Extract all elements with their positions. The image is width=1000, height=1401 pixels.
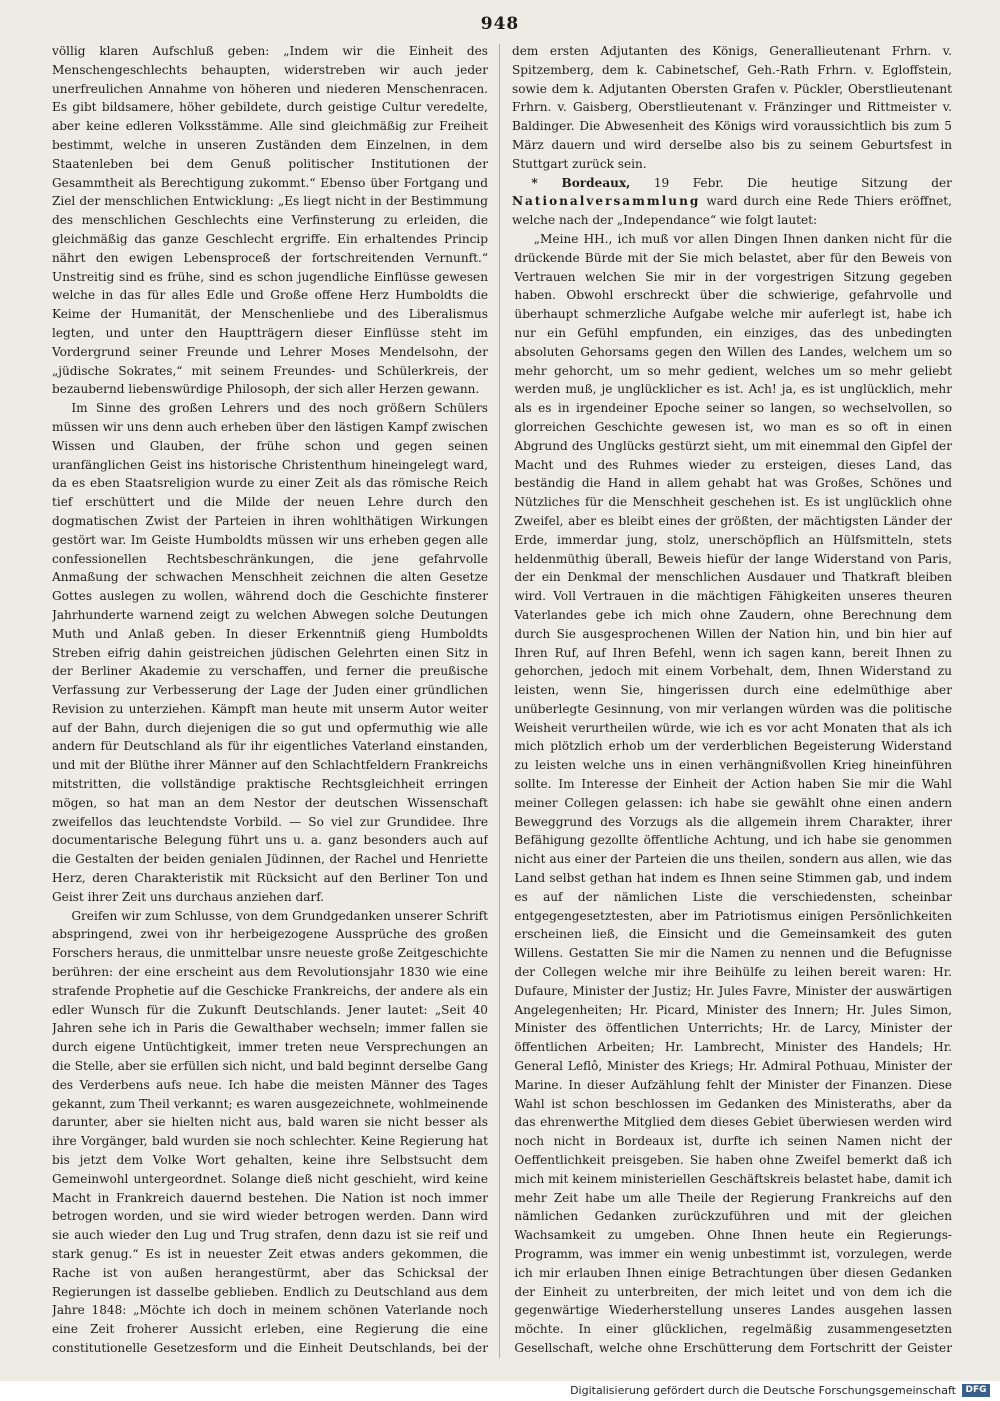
bordeaux-report <box>512 174 952 230</box>
dateline: * Bordeaux, <box>531 175 631 190</box>
digitization-footer <box>0 1381 1000 1401</box>
page-number: 948 <box>480 14 520 34</box>
right-column <box>512 42 952 1360</box>
paragraph: Im Sinne des großen Lehrers und des noch größern Schülers müssen wir uns denn auch erheben über den lästigen Kampf zwischen Wissen und Glauben, der frühe schon und gegen seinen uranfänglichen Geist ins historische Christenthum hineingelegt ward, da es eben Staatsreligion wurde zu einer Zeit als das römische Reich tief erschüttert und die Milde der neuen Lehre durch den dogmatischen Zwist der Parteien in ihren wohlthätigen Wirkungen gestört war. Im Geiste Humboldts müssen wir uns erheben gegen alle confessionellen Rechtsbeschränkungen, die jene gefahrvolle Anmaßung der schwachen Menschheit zeichnen die alten Gesetze Gottes auslegen zu wollen, während doch die Geschichte finsterer Jahrhunderte warnend zeigt zu welchen Abwegen solche Deutungen Muth und Anlaß geben. In dieser Erkenntniß gieng Humboldts Streben eifrig dahin geistreichen jüdischen Gelehrten einen Sitz in der Berliner Akademie zu verschaffen, und ferner die preußische Verfassung zur Verbesserung der Lage der Juden einer gründlichen Revision zu unterziehen. Kämpft man heute mit unserm Autor weiter auf der Bahn, durch diejenigen die so gut und opfermuthig wie alle andern für Deutschland als für ihr eigentliches Vaterland einstanden, und mit der Blüthe ihrer Männer auf den Schlachtfeldern Frankreichs mitstritten, die vollständige praktische Rechtsgleichheit erringen mögen, so hat man an dem Nestor der deutschen Wissenschaft zweifellos das leuchtendste Vorbild. — So viel zur Grundidee. Ihre documentarische Belegung führt uns u. a. ganz besonders auch auf die Gestalten der beiden genialen Jüdinnen, der Rachel und Henriette Herz, deren Charakteristik mit Rücksicht auf den Berliner Ton und Geist ihrer Zeit uns durchaus anziehen darf. <box>52 401 488 904</box>
left-column <box>52 42 488 1360</box>
paragraph: völlig klaren Aufschluß geben: „Indem wir die Einheit des Menschengeschlechts behaupten, widerstreben wir auch jeder unerfreulichen Annahme von höheren und niederen Menschenracen. Es gibt bildsamere, höher gebildete, durch geistige Cultur veredelte, aber keine edleren Volksstämme. Alle sind gleichmäßig zur Freiheit bestimmt, welche in unseren Zuständen dem Einzelnen, in dem Staatenleben bei dem Genuß politischer Institutionen der Gesammtheit als Berechtigung zukommt.“ Ebenso über Fortgang und Ziel der menschlichen Entwicklung: „Es liegt nicht in der Bestimmung des menschlichen Geschlechts eine Verfinsterung zu erleiden, die gleichmäßig das ganze Geschlecht ergriffe. Ein erhaltendes Princip nährt den ewigen Lebensproceß der fortschreitenden Vernunft.“ Unstreitig sind es frühe, sind es schon jugendliche Einflüsse gewesen welche in das für alles Edle und Große offene Herz Humboldts die Keime der Humanität, der Menschenliebe und des Liberalismus legten, und unter den Hauptträgern dieser Einflüsse steht im Vordergrund seiner Freunde und Lehrer Moses Mendelsohn, der „jüdische Sokrates,“ mit seinem Freundes- und Schülerkreis, der bezaubernd liebenswürdige Philosoph, der sich aller Herzen gewann. <box>52 44 488 397</box>
paragraph: Greifen wir zum Schlusse, von dem Grundgedanken unserer Schrift abspringend, zwei von ihr herbeigezogene Aussprüche des großen Forschers heraus, die unmittelbar unsre neueste große Zeitgeschichte berühren: der eine erscheint aus dem Revolutionsjahr 1830 wie eine strafende Prophetie auf die Geschicke Frankreichs, der andere als ein edler Wunsch für die Zukunft Deutschlands. Jener lautet: „Seit 40 Jahren sehe ich in Paris die Gewalthaber wechseln; immer fallen sie durch eigene Untüchtigkeit, immer treten neue Versprechungen an die Stelle, aber sie erfüllen sich nicht, und bald beginnt derselbe Gang des Verderbens aufs neue. Ich habe die meisten Männer des Tages gekannt, zum Theil verkannt; es waren ausgezeichnete, wohlmeinende darunter, aber sie hielten nicht aus, bald waren sie nicht besser als ihre Vorgänger, bald wurden sie noch schlechter. Keine Regierung hat bis jetzt dem Volke Wort gehalten, keine ihre Selbstsucht dem Gemeinwohl untergeordnet. Solange dieß nicht geschieht, wird keine Macht in Frankreich dauernd bestehen. Die Nation ist noch immer betrogen worden, und sie wird wieder betrogen werden. Dann wird sie auch wieder den Lug und Trug strafen, denn dazu ist sie reif und stark genug.“ Es ist in neuester Zeit etwas anders gekommen, die Rache ist von außen herangestürmt, aber das Schicksal der Regierungen ist dasselbe geblieben. Endlich zu Deutschland aus dem Jahre 1848: „Möchte ich doch in meinem schönen Vaterlande noch eine Zeit froherer Aussicht erleben, eine Regierung die eine constitutionelle Gesetzesform und die Einheit Deutschlands, bei der <box>52 908 488 1355</box>
footer-credit: Digitalisierung gefördert durch die Deutsche Forschungsgemeinschaft <box>570 1384 956 1397</box>
report-text: ward durch eine Rede Thiers eröffnet, welche nach der „Independance“ wie folgt lautet: <box>512 194 952 228</box>
speech-quote: „Meine HH., ich muß vor allen Dingen Ihnen danken nicht für die drückende Bürde mit der Sie mich belastet, aber für den Beweis von Vertrauen welchen Sie mir in der vorgestrigen Sitzung gegeben haben. Obwohl erschreckt über die schwierige, gefahrvolle und überhaupt schmerzliche Aufgabe welche mir auferlegt ist, habe ich nur ein Gefühl empfunden, ein einziges, das des unbedingten absoluten Gehorsams gegen den Willen des Landes, welchem um so mehr gehorcht, um so mehr gedient, welches um so mehr geliebt werden muß, je unglücklicher es ist. Ach! ja, es ist unglücklich, mehr als es in irgendeiner Epoche seiner so langen, so wechselvollen, so glorreichen Geschichte gewesen ist, wo man es so oft in einen Abgrund des Unglücks gestürzt sieht, um mit einemmal den Gipfel der Macht und des Ruhmes wieder zu ersteigen, dieses Land, das beständig die Hand in allem gehabt hat was Großes, Schönes und Nützliches für die Menschheit geschehen ist. Es ist unglücklich ohne Zweifel, aber es bleibt eines der größten, der mächtigsten Länder der Erde, immerdar jung, stolz, unerschöpflich an Hülfsmitteln, stets heldenmüthig überall, Beweis hiefür der lange Widerstand von Paris, der ein Denkmal der menschlichen Ausdauer und Thatkraft bleiben wird. Voll Vertrauen in die mächtigen Fähigkeiten unseres theuren Vaterlandes gebe ich mich ohne Zaudern, ohne Berechnung dem durch Sie ausgesprochenen Willen der Nation hin, und bin hier auf Ihren Ruf, auf Ihren Befehl, wenn ich sagen kann, bereit Ihnen zu gehorchen, jedoch mit einem Vorbehalt, dem, Ihnen Widerstand zu leisten, wenn Sie, hingerissen durch eine edelmüthige aber unüberlegte Gesinnung, von mir verlangen würden was die politische Weisheit verurtheilen würde, wie ich es vor acht Monaten that als ich mich plötzlich erhob um der verderblichen Begeisterung Widerstand zu leisten welche uns in einen verhängnißvollen Krieg hineinführen sollte. Im Interesse der Einheit der Action haben Sie mir die Wahl meiner Collegen gelassen: ich habe sie gewählt ohne einen andern Beweggrund des Vorzugs als die allgemein ihrem Charakter, ihrer Befähigung gezollte öffentliche Achtung, und ich habe sie genommen nicht aus einer der Parteien die uns theilen, sondern aus allen, wie das Land selbst gethan hat indem es Ihnen seine Stimmen gab, und indem es auf der nämlichen Liste die verschiedensten, scheinbar entgegengesetztesten, aber im Patriotismus einigen Persönlichkeiten erscheinen ließ, die Einsicht und die Gemeinsamkeit des guten Willens. Gestatten Sie mir die Namen zu nennen und die Befugnisse der Collegen welche mir ihre Beihülfe zu leihen bereit waren: Hr. Dufaure, Minister der Justiz; Hr. Jules Favre, Minister der auswärtigen Angelegenheiten; Hr. Picard, Minister des Innern; Hr. Jules Simon, Minister des öffentlichen Unterrichts; Hr. de Larcy, Minister der öffentlichen Arbeiten; Hr. Lambrecht, Minister des Handels; Hr. General Leflô, Minister des Kriegs; Hr. Admiral Pothuau, Minister der Marine. In dieser Aufzählung fehlt der Minister der Finanzen. Diese Wahl ist schon beschlossen im Gedanken des Ministeraths, aber da das ehrenwerthe Mitglied dem dieses Gebiet überwiesen werden wird noch nicht in Bordeaux ist, durfte ich seinen Namen nicht der Oeffentlichkeit preisgeben. Sie haben ohne Zweifel bemerkt daß ich mich mit keinem ministeriellen Geschäftskreis belastet habe, damit ich mehr Zeit habe um alle Theile der Regierung Frankreichs auf den nämlichen Gedanken zurückzuführen und mit der gleichen Wachsamkeit zu umgeben. Ohne Ihnen heute ein Regierungs-Programm, was immer ein wenig unbestimmt ist, vorzulegen, werde ich mir erlauben Ihnen einige Betrachtungen über diesen Gedanken der Einheit zu unterbreiten, der mich leitet und von dem ich die gegenwärtige Wiederherstellung unseres Landes ausgehen lassen möchte. In einer glücklichen, regelmäßig zusammengesetzten Gesellschaft, welche ohne Erschütterung dem Fortschritt der Geister <box>514 231 952 1355</box>
dfg-logo: DFG <box>962 1384 990 1397</box>
report-date: 19 Febr. <box>653 175 724 190</box>
paragraph: dem ersten Adjutanten des Königs, Generallieutenant Frhrn. v. Spitzemberg, dem k. Cabinetschef, Geh.-Rath Frhrn. v. Egloffstein, sowie dem k. Adjutanten Obersten Grafen v. Pückler, Oberstlieutenant Frhrn. v. Gaisberg, Oberstlieutenant v. Fränzinger und Rittmeister v. Baldinger. Die Abwesenheit des Königs wird voraussichtlich bis zum 5 März dauern und wird derselbe also bis zu seinem Geburtsfest in Stuttgart zurück sein. <box>512 44 952 171</box>
column-divider <box>499 44 500 1358</box>
report-text: Die heutige Sitzung der <box>747 175 952 190</box>
emphasized-term: Nationalversammlung <box>512 194 701 209</box>
